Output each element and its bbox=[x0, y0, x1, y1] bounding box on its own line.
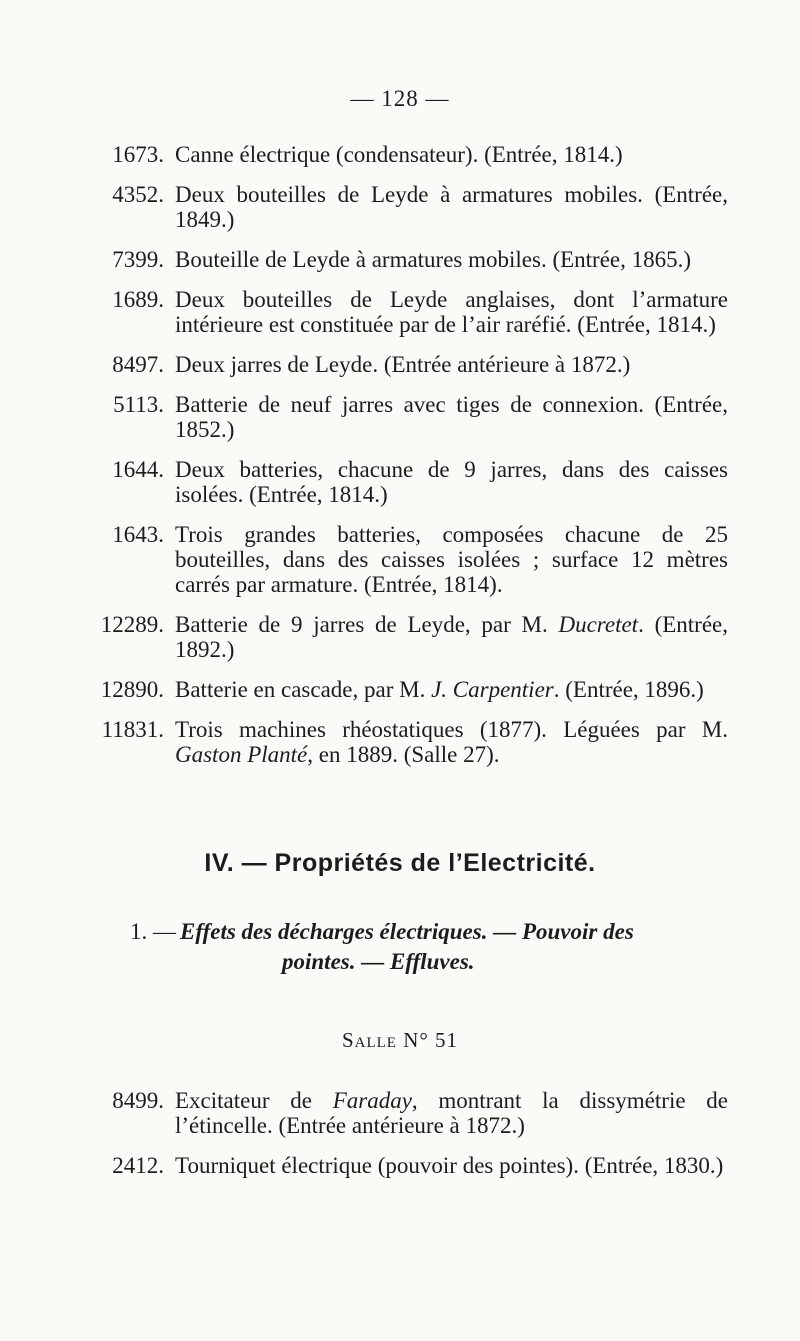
catalog-entry bbox=[0, 287, 800, 337]
entry-number: 1644 . bbox=[84, 457, 164, 482]
entry-number: 12890 . bbox=[84, 677, 164, 702]
entry-text-before: Excitateur de bbox=[175, 1088, 333, 1113]
entry-number: 4352 . bbox=[84, 182, 164, 207]
subsection-number: 1. — bbox=[130, 919, 176, 944]
catalog-entries-section bbox=[0, 1088, 800, 1193]
catalog-entry bbox=[0, 392, 800, 442]
entry-text: Tourniquet électrique (pouvoir des pointes). (Entrée, 1830.) bbox=[175, 1153, 724, 1178]
entry-person-name: Ducretet bbox=[558, 612, 639, 637]
subsection-title-line1: Effets des décharges électriques. — Pouvoir des bbox=[180, 919, 634, 944]
entry-text: Deux batteries, chacune de 9 jarres, dans des caisses isolées. (Entrée, 1814.) bbox=[175, 457, 728, 507]
catalog-entry bbox=[0, 247, 800, 272]
entry-text: Deux bouteilles de Leyde anglaises, dont l’armature intérieure est constituée par de l’air raréfié. (Entrée, 1814.) bbox=[175, 287, 728, 337]
entry-number: 5113 . bbox=[84, 392, 164, 417]
entry-text bbox=[175, 717, 728, 767]
catalog-entries bbox=[0, 142, 800, 782]
entry-number: 11831 . bbox=[84, 717, 164, 742]
entry-text bbox=[175, 612, 728, 662]
entry-person-name: Gaston Planté bbox=[175, 742, 308, 767]
page-number: — 128 — bbox=[350, 86, 450, 111]
entry-text bbox=[175, 677, 728, 702]
entry-number: 2412 . bbox=[84, 1153, 164, 1178]
entry-text: Deux bouteilles de Leyde à armatures mobiles. (Entrée, 1849.) bbox=[175, 182, 728, 232]
entry-number: 1643 . bbox=[84, 522, 164, 547]
entry-text-before: Trois machines rhéostatiques (1877). Léguées par M. bbox=[175, 717, 728, 742]
catalog-entry bbox=[0, 457, 800, 507]
room-label: Salle N° 51 bbox=[341, 1028, 459, 1052]
catalog-entry bbox=[0, 612, 800, 662]
entry-text: Batterie de neuf jarres avec tiges de connexion. (Entrée, 1852.) bbox=[175, 392, 728, 442]
entry-text: Trois grandes batteries, composées chacune de 25 bouteilles, dans des caisses isolées ; surface 12 mètres carrés par armature. (Entrée, 1814). bbox=[175, 522, 728, 597]
subsection-title-line2: pointes. — Effluves. bbox=[282, 949, 475, 974]
catalog-entry bbox=[0, 182, 800, 232]
entry-person-name: Faraday bbox=[332, 1088, 412, 1113]
catalog-entry bbox=[0, 1088, 800, 1138]
entry-text-after: . (Entrée, 1896.) bbox=[553, 677, 704, 702]
entry-number: 8497 . bbox=[84, 352, 164, 377]
entry-person-name: J. Carpentier bbox=[431, 677, 554, 702]
catalog-entry bbox=[0, 677, 800, 702]
catalog-entry bbox=[0, 522, 800, 597]
entry-text: Bouteille de Leyde à armatures mobiles. (Entrée, 1865.) bbox=[175, 247, 692, 272]
entry-text-after: , en 1889. (Salle 27). bbox=[307, 742, 500, 767]
catalog-entry bbox=[0, 142, 800, 167]
section-title: IV. — Propriétés de l’Electricité. bbox=[204, 849, 596, 877]
entry-text-after: . (Entrée, 1892.) bbox=[175, 612, 728, 662]
entry-text-before: Batterie de 9 jarres de Leyde, par M. bbox=[175, 612, 559, 637]
entry-number: 12289 . bbox=[84, 612, 164, 637]
entry-number: 7399 . bbox=[84, 247, 164, 272]
subsection-heading bbox=[130, 917, 730, 977]
entry-number: 8499 . bbox=[84, 1088, 164, 1113]
catalog-entry bbox=[0, 717, 800, 767]
entry-number: 1689 . bbox=[84, 287, 164, 312]
catalog-entry bbox=[0, 352, 800, 377]
entry-text: Canne électrique (condensateur). (Entrée, 1814.) bbox=[175, 142, 623, 167]
entry-number: 1673 . bbox=[84, 142, 164, 167]
entry-text-after: , montrant la dissymétrie de l’étincelle. (Entrée antérieure à 1872.) bbox=[175, 1088, 728, 1138]
entry-text-before: Batterie en cascade, par M. bbox=[175, 677, 432, 702]
catalog-entry bbox=[0, 1153, 800, 1178]
entry-text: Deux jarres de Leyde. (Entrée antérieure à 1872.) bbox=[175, 352, 631, 377]
entry-text bbox=[175, 1088, 728, 1138]
